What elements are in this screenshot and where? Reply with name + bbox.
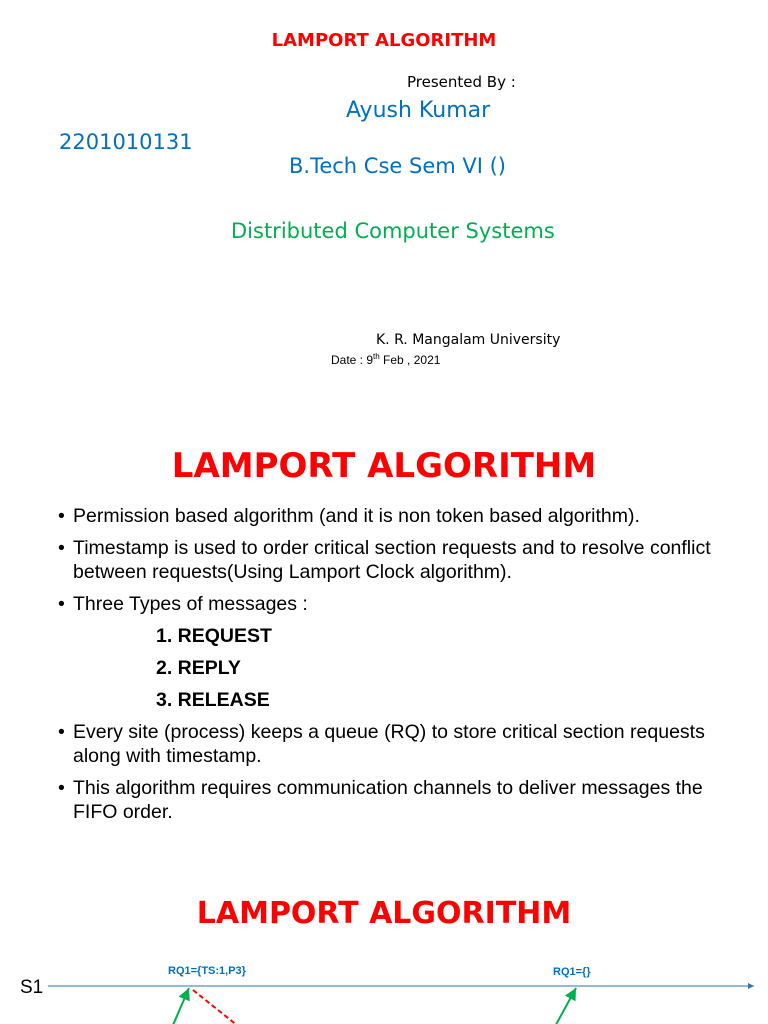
bullet-item: • Three Types of messages :: [58, 592, 738, 616]
title-slide: [0, 0, 768, 392]
presented-by-label: Presented By :: [407, 73, 516, 91]
message-type: 1. REQUEST: [156, 625, 272, 647]
lamport-diagram: [0, 872, 768, 1024]
slide-body: [58, 504, 738, 832]
slide-title: LAMPORT ALGORITHM: [196, 896, 572, 931]
roll-number: 2201010131: [59, 130, 193, 154]
subject-name: Distributed Computer Systems: [231, 219, 555, 243]
date-suffix: Feb , 2021: [379, 353, 441, 367]
bullet-item: • Timestamp is used to order critical section requests and to resolve conflict between requests(Using Lamport Clock algorithm).: [58, 536, 738, 584]
slide-title: LAMPORT ALGORITHM: [171, 446, 597, 486]
bullet-item: • Permission based algorithm (and it is non token based algorithm).: [58, 504, 738, 528]
message-type: 2. REPLY: [156, 657, 241, 679]
request-queue-label: RQ1={TS:1,P3}: [168, 965, 246, 977]
course-name: B.Tech Cse Sem VI (): [289, 154, 506, 178]
date-prefix: Date : 9: [331, 353, 374, 367]
overview-slide: [0, 420, 768, 860]
bullet-item: • Every site (process) keeps a queue (RQ) to store critical section requests along with timestamp.: [58, 720, 738, 768]
slide-title: LAMPORT ALGORITHM: [271, 30, 497, 51]
request-arrow-left: [170, 988, 189, 1024]
site-label: S1: [20, 977, 44, 998]
message-type: 3. RELEASE: [156, 689, 270, 711]
presenter-name: Ayush Kumar: [346, 98, 491, 123]
request-arrow-right: [552, 988, 576, 1024]
date-ordinal: th: [373, 352, 380, 361]
university-name: K. R. Mangalam University: [376, 332, 561, 348]
diagram-slide: [0, 872, 768, 1024]
bullet-item: • This algorithm requires communication channels to deliver messages the FIFO order.: [58, 776, 738, 824]
request-queue-label: RQ1={}: [553, 966, 591, 978]
presentation-date: [331, 352, 440, 367]
reply-arrow-left: [193, 990, 238, 1024]
